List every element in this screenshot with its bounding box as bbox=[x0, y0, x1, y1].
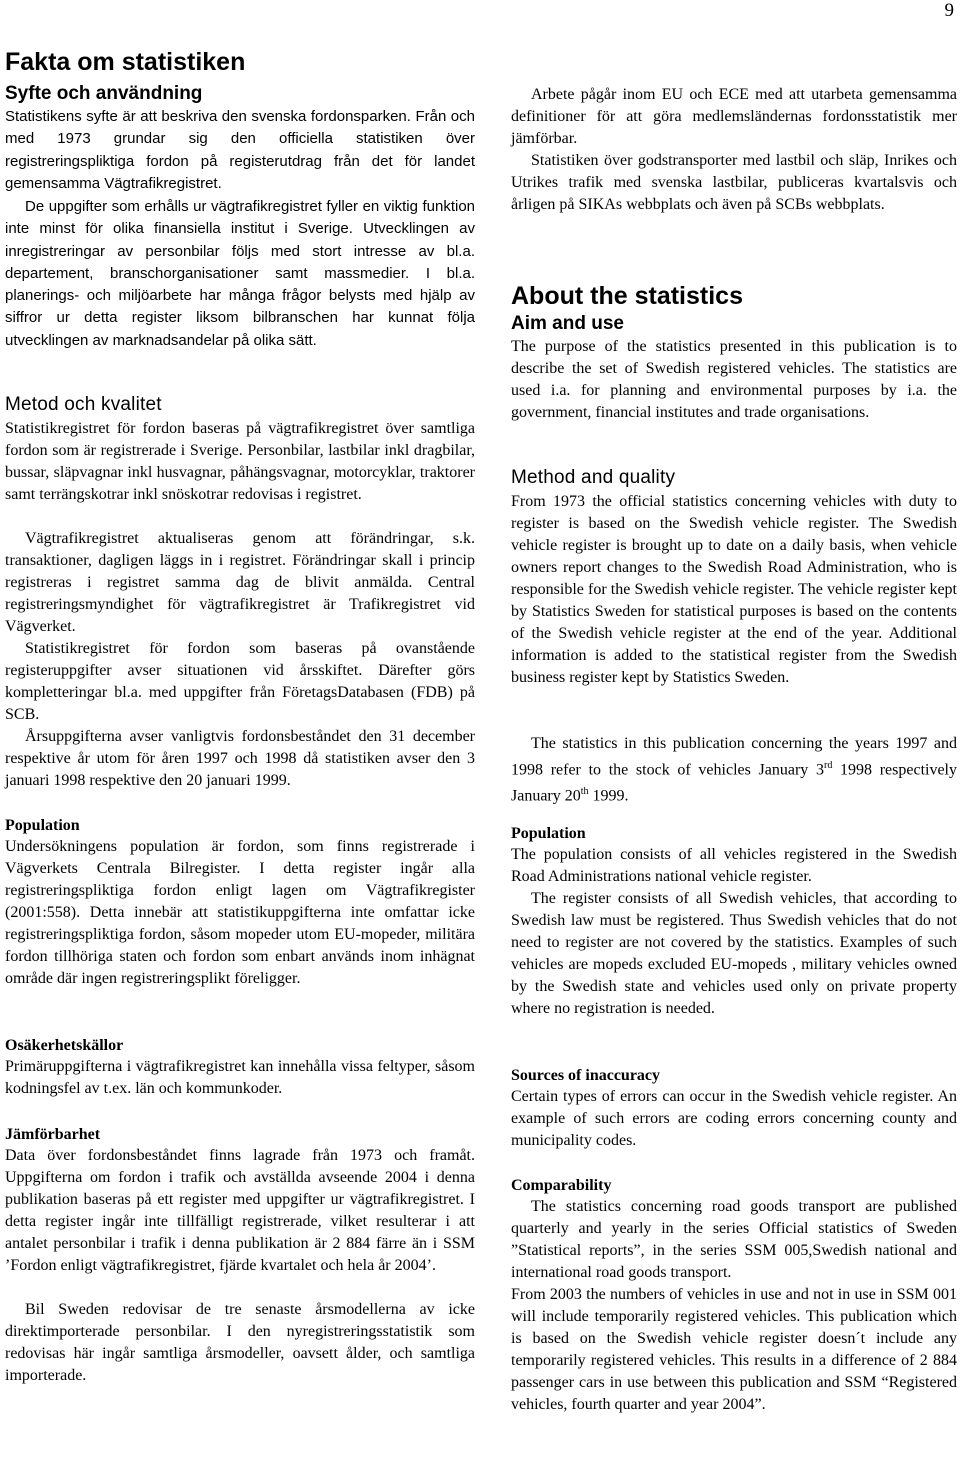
paragraph-godstransport: Statistiken över godstransporter med lastbil och släp, Inrikes och Utrikes trafik med svenska lastbilar, publiceras kvartalsvis och årligen på SIKAs webbplats och även på SCBs webbplats. bbox=[511, 152, 957, 213]
paragraph-aim: The purpose of the statistics presented in this publication is to describe the set of Swedish registered vehicles. The statistics are used i.a. for planning and environmental purposes by i.a. the government, financial institutes and trade organisations. bbox=[511, 338, 957, 421]
paragraph-population-en-1: The population consists of all vehicles registered in the Swedish Road Administrations national vehicle register. bbox=[511, 846, 957, 885]
paragraph-population-en-2: The register consists of all Swedish vehicles, that according to Swedish law must be registered. Thus Swedish vehicles that do not need to register are not covered by the statistics. Examples of such vehicles are mopeds excluded EU-mopeds , military vehicles owned by the Swedish state and vehicles used only on private property where no registration is needed. bbox=[511, 890, 957, 1017]
method-2-text-b: 1998 respectively January 20 bbox=[511, 761, 958, 805]
section-title-en: About the statistics bbox=[511, 282, 743, 310]
method-2-text-c: 1999. bbox=[588, 787, 629, 805]
paragraph-comparability-2: From 2003 the numbers of vehicles in use and not in use in SSM 001 will include temporarily registered vehicles. This publication which is based on the Swedish vehicle register doesn´t include any temporarily registered vehicles. This results in a difference of 2 884 passenger cars in use between this publication and SSM “Registered vehicles, fourth quarter and year 2004”. bbox=[511, 1286, 957, 1413]
heading-method: Method and quality bbox=[511, 467, 676, 488]
paragraph-metod-4: Årsuppgifterna avser vanligtvis fordonsbeståndet den 31 december respektive år utom för åren 1997 och 1998 då statistiken avser den 3 januari 1998 respektive den 20 januari 1999. bbox=[5, 728, 475, 789]
heading-population-sv: Population bbox=[5, 817, 80, 834]
paragraph-metod-2: Vägtrafikregistret aktualiseras genom att förändringar, s.k. transaktioner, dagligen läggs in i registret. Förändringar skall i princip registreras i registret samma dag de blivit anmälda. Central registreringsmyndighet för vägtrafikregistret är Trafikregistret vid Vägverket. bbox=[5, 530, 475, 635]
heading-aim: Aim and use bbox=[511, 313, 624, 334]
paragraph-syfte-1: Statistikens syfte är att beskriva den svenska fordonsparken. Från och med 1973 grundar sig den officiella statistiken över registreringspliktiga fordon på registerutdrag från det för landet gemensamma Vägtrafikregistret. bbox=[5, 108, 475, 192]
superscript-th: th bbox=[580, 786, 589, 798]
heading-sources: Sources of inaccuracy bbox=[511, 1067, 661, 1084]
heading-population-en: Population bbox=[511, 825, 586, 842]
page-number: 9 bbox=[944, 0, 954, 21]
page-title: Fakta om statistiken bbox=[5, 48, 246, 76]
paragraph-comparability-1: The statistics concerning road goods transport are published quarterly and yearly in the series Official statistics of Sweden ”Statistical reports”, in the series SSM 005,Swedish national and international road goods transport. bbox=[511, 1198, 957, 1281]
paragraph-jamforbarhet-1: Data över fordonsbeståndet finns lagrade från 1973 och framåt. Uppgifterna om fordon i trafik och avställda avseende 2004 i denna publikation baseras på ett register med uppgifter ur vägtrafikregistret. I detta register ingår inte tillfälligt registrerade, vilket resulterar i att antalet personbilar i trafik i denna publikation är 2 884 färre än i SSM ’Fordon enligt vägtrafikregistret, fjärde kvartalet och hela år 2004’. bbox=[5, 1147, 475, 1274]
heading-comparability: Comparability bbox=[511, 1177, 612, 1194]
paragraph-eu: Arbete pågår inom EU och ECE med att utarbeta gemensamma definitioner för att göra medlemsländernas fordonsstatistik mer jämförbar. bbox=[511, 86, 957, 147]
heading-jamforbarhet: Jämförbarhet bbox=[5, 1126, 101, 1143]
paragraph-osakerhet: Primäruppgifterna i vägtrafikregistret kan innehålla vissa feltyper, såsom kodningsfel av t.ex. län och kommunkoder. bbox=[5, 1058, 475, 1097]
method-2-text-a: The statistics in this publication concerning the years 1997 and 1998 refer to the stock of vehicles January 3 bbox=[511, 735, 957, 779]
paragraph-metod-3: Statistikregistret för fordon som baseras på ovanstående registeruppgifter avser situationen vid årsskiftet. Därefter görs kompletteringar bl.a. med uppgifter från FöretagsDatabasen (FDB) på SCB. bbox=[5, 640, 475, 723]
heading-syfte: Syfte och användning bbox=[5, 83, 203, 104]
paragraph-population-sv: Undersökningens population är fordon, som finns registrerade i Vägverkets Centrala Bilregister. I detta register ingår alla registreringspliktiga fordon enligt lagen om Vägtrafikregister (2001:558). Detta innebär att statistikuppgifterna inte omfattar icke registreringspliktiga fordon, såsom mopeder utom EU-mopeder, militära fordon tillhöriga staten och fordon som enbart används inom inhägnat område där ingen registreringsplikt föreligger. bbox=[5, 838, 475, 987]
heading-osakerhet: Osäkerhetskällor bbox=[5, 1037, 124, 1054]
superscript-rd: rd bbox=[823, 760, 833, 771]
paragraph-syfte-2: De uppgifter som erhålls ur vägtrafikregistret fyller en viktig funktion inte minst för olika finansiella institut i Sverige. Utvecklingen av inregistreringar av personbilar följs med stort intresse av bl.a. departement, branschorganisationer samt massmedier. I bl.a. planerings- och miljöarbete har många frågor belysts med hjälp av siffror ur detta register liksom bilbranschen har kunnat följa utvecklingen av marknadsandelar på olika sätt. bbox=[5, 198, 475, 349]
paragraph-sources: Certain types of errors can occur in the Swedish vehicle register. An example of such errors are coding errors concerning county and municipality codes. bbox=[511, 1088, 957, 1149]
paragraph-jamforbarhet-2: Bil Sweden redovisar de tre senaste årsmodellerna av icke direktimporterade personbilar. I den nyregistreringsstatistik som redovisas här ingår samtliga årsmodeller, oavsett ålder, och samtliga importerade. bbox=[5, 1301, 475, 1384]
paragraph-metod-1: Statistikregistret för fordon baseras på vägtrafikregistret över samtliga fordon som är registrerade i Sverige. Personbilar, lastbilar inkl dragbilar, bussar, släpvagnar inkl husvagnar, påhängsvagnar, motorcyklar, traktorer samt terrängskotrar inkl snöskotrar redovisas i registret. bbox=[5, 420, 475, 503]
paragraph-method-1: From 1973 the official statistics concerning vehicles with duty to register is based on the Swedish vehicle register. The Swedish vehicle register is brought up to date on a daily basis, when vehicle owners report changes to the Swedish Road Administration, who is responsible for the Swedish vehicle register. The vehicle register kept by Statistics Sweden for statistical purposes is based on the contents of the Swedish vehicle register at the end of the year. Additional information is added to the statistical register from the Swedish business register kept by Statistics Sweden. bbox=[511, 493, 957, 686]
heading-metod: Metod och kvalitet bbox=[5, 394, 162, 415]
paragraph-method-2 bbox=[511, 733, 957, 808]
